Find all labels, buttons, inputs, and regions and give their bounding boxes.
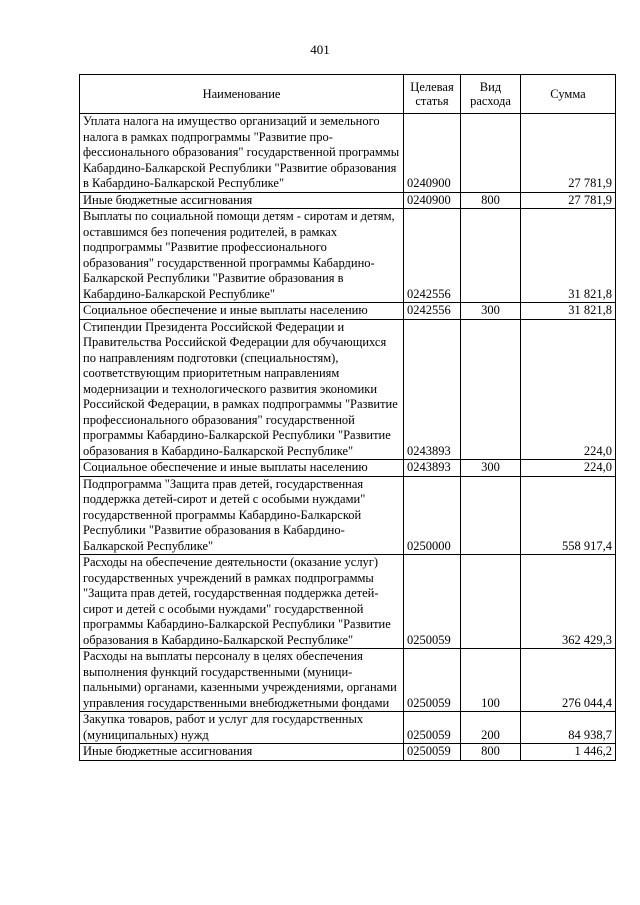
cell-sum: 31 821,8 [521, 209, 616, 303]
cell-code: 0243893 [404, 460, 461, 477]
table-body [80, 114, 616, 761]
cell-name: Закупка товаров, работ и услуг для государственных (муниципальных) нужд [80, 712, 404, 744]
cell-name: Выплаты по социальной помощи детям - сиротам и детям, оставшимся без попечения родителей, в рамках подпрограммы "Развитие профессионального образования" государственной программы Кабардино-Балкарской Республики "Развитие образования в Кабардино-Балкарской Республике" [80, 209, 404, 303]
cell-sum: 27 781,9 [521, 192, 616, 209]
table-row [80, 744, 616, 761]
cell-code: 0250059 [404, 744, 461, 761]
cell-type: 200 [461, 712, 521, 744]
cell-sum: 1 446,2 [521, 744, 616, 761]
cell-name: Социальное обеспечение и иные выплаты населению [80, 303, 404, 320]
cell-code: 0250059 [404, 649, 461, 712]
table-header [80, 75, 616, 114]
table-row [80, 649, 616, 712]
header-sum: Сумма [521, 75, 616, 114]
table-row [80, 319, 616, 460]
cell-type: 300 [461, 460, 521, 477]
cell-code: 0240900 [404, 192, 461, 209]
cell-name: Подпрограмма "Защита прав детей, государственная поддержка детей-сирот и детей с особыми нуждами" государственной программы Кабардино-Балкарской Республики "Развитие образования в Кабардино-Балкарской Республике" [80, 476, 404, 555]
table-row [80, 303, 616, 320]
header-row [80, 75, 616, 114]
cell-sum: 224,0 [521, 319, 616, 460]
cell-name: Расходы на выплаты персоналу в целях обеспечения выполнения функций государственными (муниципальными) органами, казенными учреждениями, органами управления государственными внебюджетными фондами [80, 649, 404, 712]
cell-name: Иные бюджетные ассигнования [80, 192, 404, 209]
table-row [80, 114, 616, 193]
cell-type [461, 114, 521, 193]
cell-name: Иные бюджетные ассигнования [80, 744, 404, 761]
cell-name: Расходы на обеспечение деятельности (оказание услуг) государственных учреждений в рамках подпрограммы "Защита прав детей, государственная поддержка детей-сирот и детей с особыми нуждами" государственной программы Кабардино-Балкарской Республики "Развитие образования в Кабардино-Балкарской Республике" [80, 555, 404, 649]
budget-table [79, 74, 616, 761]
cell-code: 0243893 [404, 319, 461, 460]
header-type: Вид расхода [461, 75, 521, 114]
table-row [80, 555, 616, 649]
cell-sum: 224,0 [521, 460, 616, 477]
cell-name: Социальное обеспечение и иные выплаты населению [80, 460, 404, 477]
cell-name: Уплата налога на имущество организаций и земельного налога в рамках подпрограммы "Развитие профессионального образования" государственной программы Кабардино-Балкарской Республики "Развитие образования в Кабардино-Балкарской Республике" [80, 114, 404, 193]
cell-code: 0240900 [404, 114, 461, 193]
cell-type: 800 [461, 744, 521, 761]
cell-name: Стипендии Президента Российской Федерации и Правительства Российской Федерации для обучающихся по направлениям подготовки (специальностям), соответствующим приоритетным направлениям модернизации и технологического развития экономики Российской Федерации, в рамках подпрограммы "Развитие профессионального образования" государственной программы Кабардино-Балкарской Республики "Развитие образования в Кабардино-Балкарской Республике" [80, 319, 404, 460]
cell-code: 0250059 [404, 712, 461, 744]
cell-sum: 84 938,7 [521, 712, 616, 744]
cell-type: 300 [461, 303, 521, 320]
cell-type [461, 319, 521, 460]
cell-sum: 362 429,3 [521, 555, 616, 649]
table-row [80, 476, 616, 555]
cell-sum: 31 821,8 [521, 303, 616, 320]
cell-type [461, 555, 521, 649]
table-row [80, 209, 616, 303]
cell-code: 0250059 [404, 555, 461, 649]
cell-type [461, 209, 521, 303]
table-row [80, 192, 616, 209]
cell-type: 100 [461, 649, 521, 712]
page-number: 401 [310, 42, 330, 57]
cell-code: 0250000 [404, 476, 461, 555]
table-row [80, 712, 616, 744]
header-name: Наименование [80, 75, 404, 114]
header-code: Целевая статья [404, 75, 461, 114]
cell-code: 0242556 [404, 209, 461, 303]
table-row [80, 460, 616, 477]
cell-type: 800 [461, 192, 521, 209]
cell-sum: 558 917,4 [521, 476, 616, 555]
cell-type [461, 476, 521, 555]
cell-sum: 27 781,9 [521, 114, 616, 193]
cell-sum: 276 044,4 [521, 649, 616, 712]
cell-code: 0242556 [404, 303, 461, 320]
